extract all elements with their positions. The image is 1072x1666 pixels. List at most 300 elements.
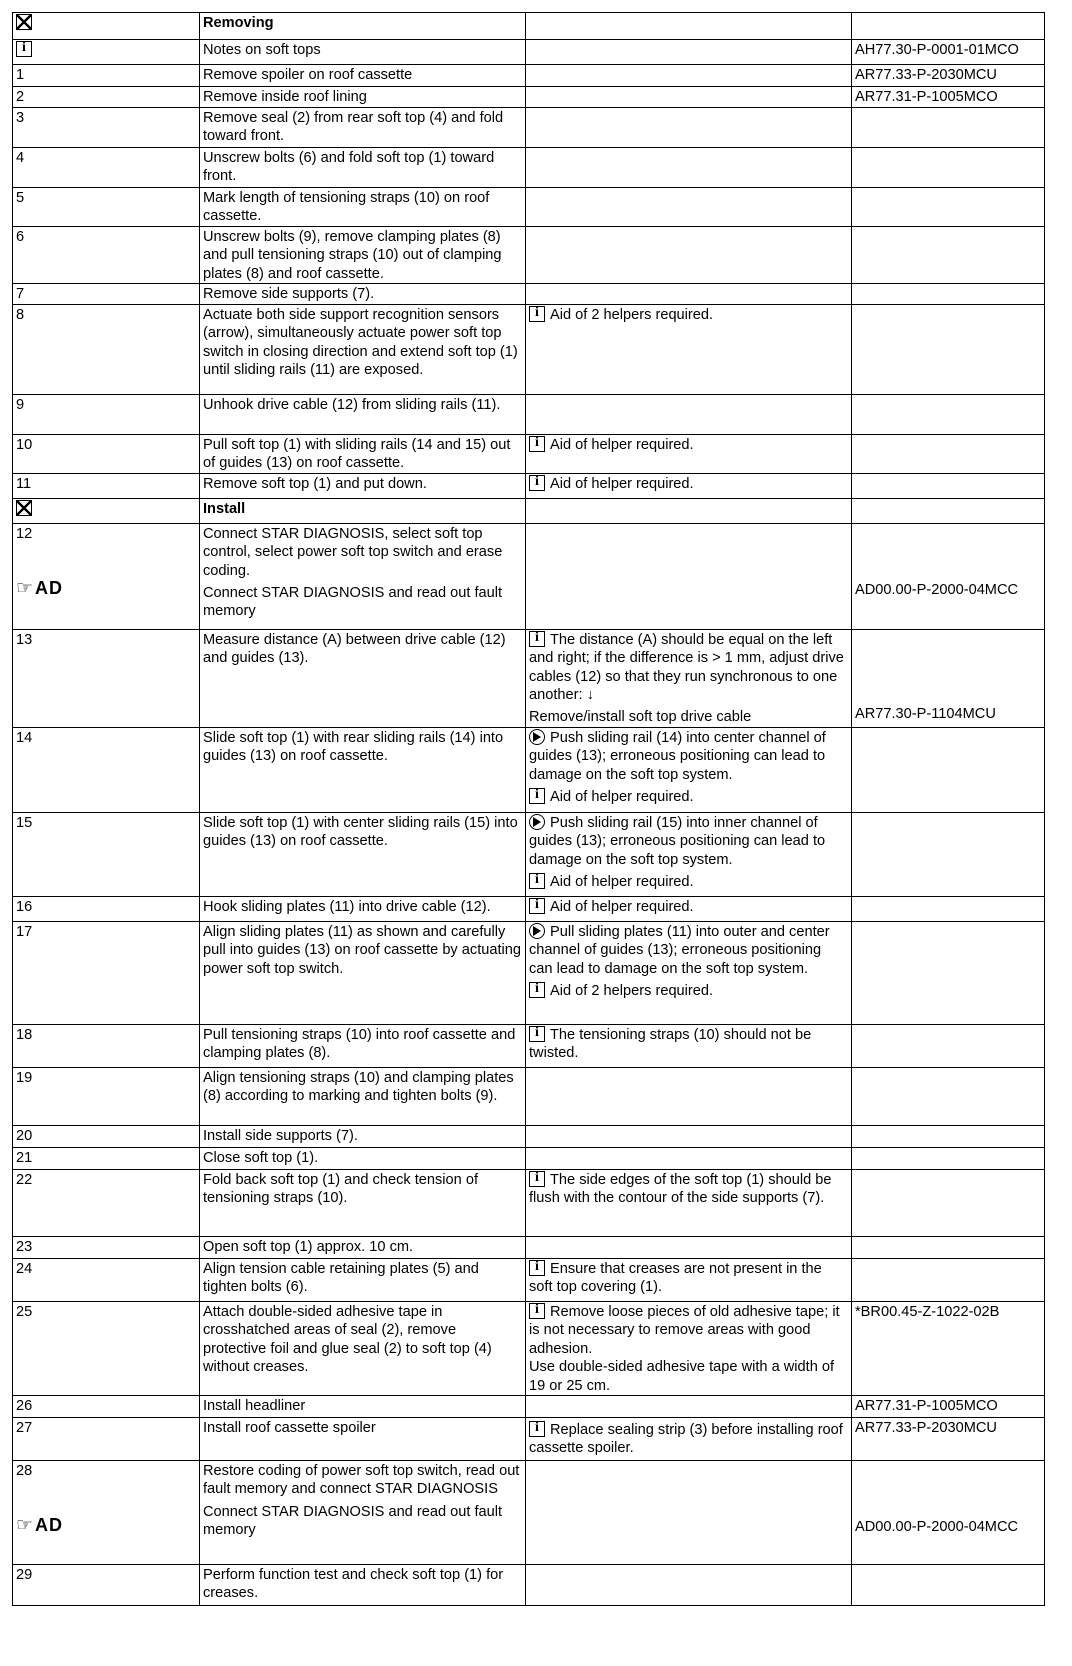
- step-number: 6: [16, 228, 25, 245]
- table-row: [13, 1258, 1045, 1301]
- info-icon: [529, 898, 545, 914]
- step-number: 18: [16, 1026, 33, 1043]
- cell-block: [529, 1171, 848, 1208]
- cell-text: Remove side supports (7).: [203, 286, 375, 303]
- step-cell: [13, 1169, 200, 1236]
- instruction-cell: [200, 1067, 526, 1125]
- step-number: 27: [16, 1419, 33, 1436]
- step-cell: [13, 40, 200, 65]
- instruction-cell: [200, 1125, 526, 1147]
- cell-block: [203, 525, 522, 580]
- cell-text: Install headliner: [203, 1397, 306, 1414]
- step-number: 29: [16, 1566, 33, 1583]
- cell-block: [855, 581, 1041, 599]
- note-cell: [526, 65, 852, 87]
- cell-text: Removing: [203, 15, 274, 31]
- table-row: [13, 896, 1045, 921]
- step-cell: [13, 896, 200, 921]
- cell-text: Install: [203, 500, 246, 517]
- note-cell: [526, 1067, 852, 1125]
- instruction-cell: [200, 921, 526, 1024]
- cell-text: Restore coding of power soft top switch, read out fault memory and connect STAR DIAGNOSIS: [203, 1462, 520, 1498]
- cell-block: [203, 814, 522, 851]
- table-row: [13, 65, 1045, 87]
- cell-text: Perform function test and check soft top (1) for creases.: [203, 1566, 504, 1602]
- reference-cell: [852, 65, 1045, 87]
- cell-block: [529, 814, 848, 869]
- step-number: 11: [16, 475, 32, 492]
- table-row: [13, 1147, 1045, 1169]
- table-row: [13, 40, 1045, 65]
- step-number: 23: [16, 1238, 33, 1255]
- table-row: [13, 812, 1045, 896]
- step-cell: [13, 727, 200, 812]
- cell-block: [529, 898, 848, 916]
- reference-cell: [852, 727, 1045, 812]
- reference-cell: [852, 1460, 1045, 1564]
- instruction-cell: [200, 435, 526, 474]
- instruction-cell: [200, 226, 526, 283]
- cell-text: Unscrew bolts (6) and fold soft top (1) toward front.: [203, 150, 495, 185]
- table-row: [13, 305, 1045, 395]
- step-number: 1: [16, 67, 25, 83]
- table-row: [13, 498, 1045, 523]
- note-cell: [526, 1236, 852, 1258]
- cell-block: [203, 1026, 522, 1063]
- cell-block: [203, 285, 522, 303]
- cell-text: *BR00.45-Z-1022-02B: [855, 1303, 1000, 1320]
- cell-text: Remove spoiler on roof cassette: [203, 67, 413, 83]
- cell-text: Aid of helper required.: [550, 789, 694, 806]
- instruction-cell: [200, 1460, 526, 1564]
- note-cell: [526, 523, 852, 629]
- table-row: [13, 523, 1045, 629]
- step-number: 2: [16, 89, 25, 105]
- tool-icon: [16, 14, 32, 30]
- note-cell: [526, 896, 852, 921]
- cell-block: [203, 1260, 522, 1297]
- step-cell: [13, 188, 200, 227]
- reference-cell: [852, 629, 1045, 727]
- reference-cell: [852, 40, 1045, 65]
- instruction-cell: [200, 305, 526, 395]
- note-cell: [526, 13, 852, 40]
- cell-text: Replace sealing strip (3) before installing roof cassette spoiler.: [529, 1421, 843, 1457]
- cell-block: [203, 1566, 522, 1603]
- diagnosis-label: AD: [35, 1515, 64, 1536]
- cell-block: [529, 306, 848, 324]
- step-number: 13: [16, 631, 33, 648]
- cell-text: Align tension cable retaining plates (5) and tighten bolts (6).: [203, 1260, 479, 1296]
- note-cell: [526, 1258, 852, 1301]
- reference-cell: [852, 188, 1045, 227]
- cell-block: [203, 584, 522, 621]
- step-cell: [13, 148, 200, 188]
- instruction-cell: [200, 498, 526, 523]
- note-cell: [526, 87, 852, 108]
- cell-text: AR77.33-P-2030MCU: [855, 1419, 997, 1436]
- reference-cell: [852, 1301, 1045, 1395]
- cell-block: [203, 1127, 522, 1145]
- cell-block: [855, 1303, 1041, 1321]
- note-cell: [526, 395, 852, 435]
- step-cell: [13, 1395, 200, 1417]
- note-cell: [526, 921, 852, 1024]
- table-row: [13, 226, 1045, 283]
- cell-text: Pull tensioning straps (10) into roof cassette and clamping plates (8).: [203, 1026, 516, 1062]
- instruction-cell: [200, 108, 526, 148]
- procedure-table-body: [13, 13, 1045, 1606]
- step-cell: [13, 13, 200, 40]
- cell-block: [855, 88, 1041, 106]
- info-icon: [529, 436, 545, 452]
- note-cell: [526, 1460, 852, 1564]
- reference-cell: [852, 1147, 1045, 1169]
- table-row: [13, 284, 1045, 305]
- table-row: [13, 188, 1045, 227]
- cell-text: Slide soft top (1) with center sliding rails (15) into guides (13) on roof cassette.: [203, 814, 518, 850]
- cell-block: [855, 66, 1041, 84]
- caution-icon: [529, 923, 545, 939]
- cell-text: Connect STAR DIAGNOSIS and read out fault memory: [203, 1503, 503, 1539]
- cell-block: [529, 1303, 848, 1358]
- reference-cell: [852, 523, 1045, 629]
- step-number: 26: [16, 1397, 33, 1414]
- instruction-cell: [200, 1417, 526, 1460]
- cell-text: Aid of helper required.: [550, 437, 694, 454]
- cell-text: Remove soft top (1) and put down.: [203, 475, 427, 492]
- step-cell: [13, 87, 200, 108]
- instruction-cell: [200, 87, 526, 108]
- cell-text: Push sliding rail (14) into center channel of guides (13); erroneous positioning can lead to damage on the soft top system.: [529, 729, 826, 783]
- cell-block: [529, 982, 848, 1000]
- cell-text: Close soft top (1).: [203, 1149, 319, 1166]
- instruction-cell: [200, 1258, 526, 1301]
- step-cell: [13, 921, 200, 1024]
- step-cell: [13, 65, 200, 87]
- info-icon: [16, 41, 32, 57]
- reference-cell: [852, 498, 1045, 523]
- cell-block: [203, 1238, 522, 1256]
- step-number: 21: [16, 1149, 33, 1166]
- cell-block: [529, 729, 848, 784]
- note-cell: [526, 40, 852, 65]
- cell-block: [855, 1518, 1041, 1536]
- reference-cell: [852, 305, 1045, 395]
- cell-text: Install roof cassette spoiler: [203, 1419, 376, 1436]
- cell-block: [203, 436, 522, 473]
- table-row: [13, 629, 1045, 727]
- step-cell: [13, 1258, 200, 1301]
- note-cell: [526, 226, 852, 283]
- instruction-cell: [200, 1024, 526, 1067]
- caution-icon: [529, 729, 545, 745]
- cell-block: [203, 228, 522, 283]
- instruction-cell: [200, 473, 526, 498]
- instruction-cell: [200, 1236, 526, 1258]
- reference-cell: [852, 148, 1045, 188]
- instruction-cell: [200, 896, 526, 921]
- step-cell: [13, 1067, 200, 1125]
- cell-block: [203, 1069, 522, 1106]
- cell-text: Remove/install soft top drive cable: [529, 709, 752, 726]
- cell-block: [529, 436, 848, 454]
- table-row: [13, 1236, 1045, 1258]
- note-cell: [526, 1301, 852, 1395]
- cell-text: Unscrew bolts (9), remove clamping plates (8) and pull tensioning straps (10) out of clamping plates (8) and roof cassette.: [203, 228, 502, 282]
- step-number: 25: [16, 1303, 33, 1320]
- reference-cell: [852, 226, 1045, 283]
- step-cell: [13, 523, 200, 629]
- cell-block: [203, 1419, 522, 1437]
- step-number: 14: [16, 729, 33, 746]
- instruction-cell: [200, 65, 526, 87]
- step-cell: [13, 108, 200, 148]
- note-cell: [526, 108, 852, 148]
- cell-text: AR77.31-P-1005MCO: [855, 89, 998, 105]
- instruction-cell: [200, 284, 526, 305]
- cell-block: [529, 873, 848, 891]
- note-cell: [526, 148, 852, 188]
- info-icon: [529, 631, 545, 647]
- cell-text: Ensure that creases are not present in the soft top covering (1).: [529, 1260, 822, 1296]
- note-cell: [526, 305, 852, 395]
- step-number: 7: [16, 286, 25, 303]
- cell-text: AD00.00-P-2000-04MCC: [855, 581, 1019, 598]
- cell-text: Mark length of tensioning straps (10) on roof cassette.: [203, 190, 490, 225]
- cell-block: [855, 1419, 1041, 1437]
- note-cell: [526, 812, 852, 896]
- cell-text: Notes on soft tops: [203, 42, 321, 58]
- cell-block: [203, 189, 522, 226]
- table-row: [13, 1125, 1045, 1147]
- cell-text: Connect STAR DIAGNOSIS and read out fault memory: [203, 585, 503, 620]
- instruction-cell: [200, 1395, 526, 1417]
- cell-block: [203, 66, 522, 84]
- note-cell: [526, 629, 852, 727]
- cell-block: [203, 88, 522, 106]
- step-cell: [13, 473, 200, 498]
- step-cell: [13, 395, 200, 435]
- cell-block: [203, 1149, 522, 1167]
- cell-text: Push sliding rail (15) into inner channel of guides (13); erroneous positioning can lead to damage on the soft top system.: [529, 814, 826, 868]
- cell-block: [203, 1462, 522, 1499]
- step-number: 20: [16, 1127, 33, 1144]
- step-cell: [13, 435, 200, 474]
- reference-cell: [852, 1125, 1045, 1147]
- info-icon: [529, 1303, 545, 1319]
- table-row: [13, 1417, 1045, 1460]
- cell-block: [203, 306, 522, 380]
- info-icon: [529, 1171, 545, 1187]
- cell-text: The side edges of the soft top (1) should be flush with the contour of the side supports (7).: [529, 1171, 832, 1207]
- table-row: [13, 87, 1045, 108]
- cell-block: [203, 898, 522, 916]
- cell-block: [203, 500, 522, 518]
- cell-text: Align sliding plates (11) as shown and carefully pull into guides (13) on roof cassette by actuating power soft top switch.: [203, 923, 522, 977]
- diagnosis-marker: [16, 579, 196, 599]
- note-cell: [526, 498, 852, 523]
- cell-block: [203, 923, 522, 978]
- instruction-cell: [200, 148, 526, 188]
- cell-block: [203, 109, 522, 146]
- cell-block: [203, 1397, 522, 1415]
- cell-block: [203, 396, 522, 414]
- info-icon: [529, 873, 545, 889]
- reference-cell: [852, 1395, 1045, 1417]
- step-number: 24: [16, 1260, 33, 1277]
- cell-block: [529, 1358, 848, 1395]
- cell-block: [203, 41, 522, 59]
- table-row: [13, 395, 1045, 435]
- cell-text: Remove seal (2) from rear soft top (4) and fold toward front.: [203, 110, 504, 145]
- cell-block: [203, 729, 522, 766]
- reference-cell: [852, 1417, 1045, 1460]
- cell-block: [203, 475, 522, 493]
- step-cell: [13, 1417, 200, 1460]
- note-cell: [526, 435, 852, 474]
- note-cell: [526, 1147, 852, 1169]
- step-number: 16: [16, 898, 33, 915]
- instruction-cell: [200, 629, 526, 727]
- table-row: [13, 1564, 1045, 1605]
- cell-text: AR77.31-P-1005MCO: [855, 1397, 998, 1414]
- cell-block: [855, 705, 1041, 723]
- cell-text: The tensioning straps (10) should not be twisted.: [529, 1026, 812, 1062]
- info-icon: [529, 1026, 545, 1042]
- step-cell: [13, 1460, 200, 1564]
- table-row: [13, 435, 1045, 474]
- cell-text: Slide soft top (1) with rear sliding rails (14) into guides (13) on roof cassette.: [203, 729, 504, 765]
- instruction-cell: [200, 727, 526, 812]
- table-row: [13, 1460, 1045, 1564]
- step-number: 10: [16, 437, 33, 454]
- info-icon: [529, 475, 545, 491]
- note-cell: [526, 1564, 852, 1605]
- table-row: [13, 473, 1045, 498]
- instruction-cell: [200, 1147, 526, 1169]
- step-cell: [13, 1564, 200, 1605]
- step-cell: [13, 1236, 200, 1258]
- cell-text: Actuate both side support recognition sensors (arrow), simultaneously actuate power soft top switch in closing direction and extend soft top (1) until sliding rails (11) are exposed.: [203, 307, 518, 379]
- reference-cell: [852, 87, 1045, 108]
- table-row: [13, 148, 1045, 188]
- diagnosis-marker: [16, 1516, 196, 1536]
- cell-block: [203, 14, 522, 32]
- instruction-cell: [200, 1169, 526, 1236]
- info-icon: [529, 1421, 545, 1437]
- step-number: 9: [16, 397, 25, 414]
- table-row: [13, 13, 1045, 40]
- cell-text: Measure distance (A) between drive cable (12) and guides (13).: [203, 631, 506, 667]
- table-row: [13, 727, 1045, 812]
- diagnosis-label: AD: [35, 578, 64, 599]
- note-cell: [526, 473, 852, 498]
- reference-cell: [852, 812, 1045, 896]
- note-cell: [526, 1395, 852, 1417]
- cell-block: [529, 1026, 848, 1063]
- reference-cell: [852, 921, 1045, 1024]
- instruction-cell: [200, 188, 526, 227]
- reference-cell: [852, 473, 1045, 498]
- cell-text: Aid of helper required.: [550, 475, 694, 492]
- cell-text: Remove loose pieces of old adhesive tape; it is not necessary to remove areas with good adhesion.: [529, 1303, 840, 1357]
- cell-block: [529, 788, 848, 806]
- cell-block: [855, 1397, 1041, 1415]
- reference-cell: [852, 1067, 1045, 1125]
- caution-icon: [529, 814, 545, 830]
- note-cell: [526, 284, 852, 305]
- instruction-cell: [200, 13, 526, 40]
- cell-text: Aid of helper required.: [550, 874, 694, 891]
- procedure-table: [12, 12, 1045, 1606]
- reference-cell: [852, 13, 1045, 40]
- cell-block: [203, 149, 522, 186]
- note-cell: [526, 727, 852, 812]
- reference-cell: [852, 896, 1045, 921]
- step-cell: [13, 284, 200, 305]
- cell-text: AR77.33-P-2030MCU: [855, 67, 997, 83]
- step-number: 4: [16, 150, 25, 166]
- step-cell: [13, 1125, 200, 1147]
- step-number: 19: [16, 1069, 33, 1086]
- instruction-cell: [200, 523, 526, 629]
- note-cell: [526, 1024, 852, 1067]
- table-row: [13, 1024, 1045, 1067]
- instruction-cell: [200, 1301, 526, 1395]
- instruction-cell: [200, 395, 526, 435]
- table-row: [13, 108, 1045, 148]
- reference-cell: [852, 1169, 1045, 1236]
- cell-text: Attach double-sided adhesive tape in crosshatched areas of seal (2), remove protective foil and glue seal (2) to soft top (4) without creases.: [203, 1303, 492, 1376]
- cell-block: [203, 1171, 522, 1208]
- cell-text: The distance (A) should be equal on the left and right; if the difference is > 1 mm, adjust drive cables (12) so that they run synchronous to one another: ↓: [529, 631, 844, 704]
- step-cell: [13, 226, 200, 283]
- reference-cell: [852, 1258, 1045, 1301]
- hand-pointer-icon: ☞: [16, 1515, 34, 1537]
- cell-text: Aid of 2 helpers required.: [550, 307, 714, 324]
- reference-cell: [852, 1024, 1045, 1067]
- cell-block: [529, 1260, 848, 1297]
- step-cell: [13, 629, 200, 727]
- step-cell: [13, 1024, 200, 1067]
- cell-text: Aid of helper required.: [550, 898, 694, 915]
- note-cell: [526, 1125, 852, 1147]
- step-cell: [13, 812, 200, 896]
- table-row: [13, 1395, 1045, 1417]
- cell-block: [203, 1303, 522, 1377]
- table-row: [13, 921, 1045, 1024]
- cell-text: Pull soft top (1) with sliding rails (14 and 15) out of guides (13) on roof cassette.: [203, 437, 511, 472]
- reference-cell: [852, 284, 1045, 305]
- cell-text: Fold back soft top (1) and check tension of tensioning straps (10).: [203, 1171, 479, 1207]
- cell-text: Use double-sided adhesive tape with a width of 19 or 25 cm.: [529, 1359, 835, 1394]
- cell-text: AD00.00-P-2000-04MCC: [855, 1518, 1019, 1535]
- cell-block: [529, 923, 848, 978]
- step-number: 12: [16, 525, 33, 542]
- note-cell: [526, 1417, 852, 1460]
- cell-block: [529, 475, 848, 493]
- info-icon: [529, 788, 545, 804]
- step-number: 8: [16, 307, 25, 324]
- instruction-cell: [200, 812, 526, 896]
- info-icon: [529, 1260, 545, 1276]
- cell-text: AR77.30-P-1104MCU: [855, 705, 996, 722]
- reference-cell: [852, 1564, 1045, 1605]
- table-row: [13, 1169, 1045, 1236]
- step-number: 5: [16, 190, 25, 206]
- step-number: 17: [16, 923, 33, 940]
